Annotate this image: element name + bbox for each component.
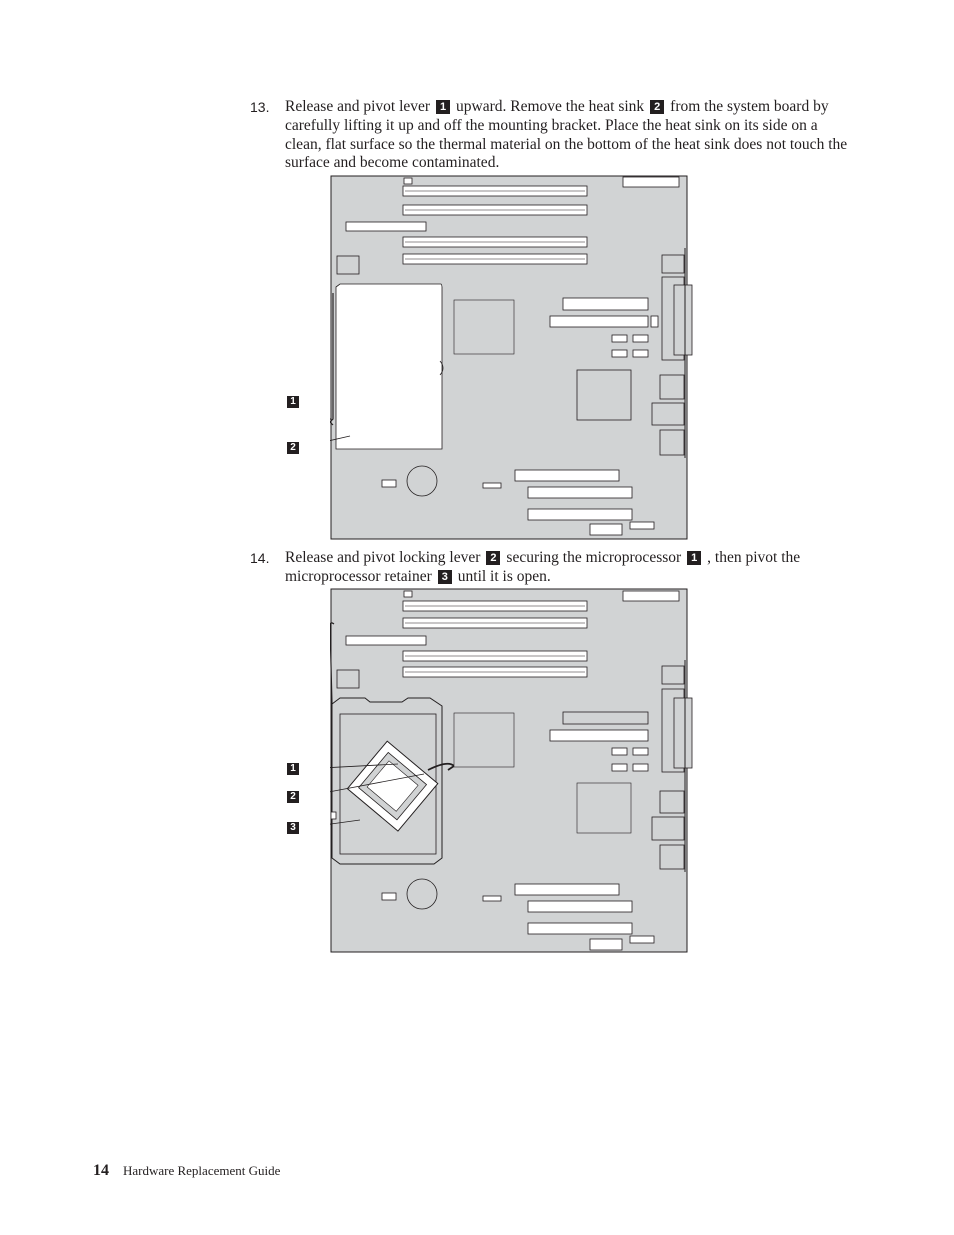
io-port	[660, 375, 684, 399]
chip	[577, 370, 631, 420]
component	[337, 670, 359, 688]
connector	[623, 591, 679, 601]
callout-badge: 2	[650, 100, 664, 114]
connector	[346, 222, 426, 231]
component	[590, 524, 622, 535]
component	[630, 936, 654, 943]
expansion-slot	[528, 487, 632, 498]
io-port	[660, 430, 684, 455]
expansion-slot	[528, 509, 632, 520]
battery	[407, 466, 437, 496]
io-port	[662, 255, 684, 273]
io-port	[660, 791, 684, 813]
step-14	[250, 549, 850, 587]
io-port	[660, 845, 684, 869]
expansion-slot	[515, 884, 619, 895]
callout-1: 1	[287, 396, 299, 408]
page-number: 14	[93, 1162, 109, 1179]
expansion-slot	[528, 901, 632, 912]
expansion-slot	[515, 470, 619, 481]
component	[483, 896, 501, 901]
step-text	[285, 549, 850, 587]
step-text-part: , then pivot the microprocessor retainer	[285, 549, 801, 585]
io-port	[652, 817, 684, 840]
component	[612, 764, 627, 771]
component	[404, 591, 412, 597]
callout-1: 1	[287, 763, 299, 775]
callout-badge: 1	[687, 551, 701, 565]
step-text-part: Release and pivot lever	[285, 98, 431, 115]
callout-badge: 2	[486, 551, 500, 565]
component	[331, 812, 336, 819]
step-text-part: Release and pivot locking lever	[285, 549, 481, 566]
component	[612, 350, 627, 357]
battery	[407, 879, 437, 909]
callout-2: 2	[287, 442, 299, 454]
heat-sink	[336, 284, 442, 449]
step-text-part: from the system board by carefully lifting it up and off the mounting bracket. Place the heat sink on its side on a clean, flat surface so the thermal material on the bottom of the heat sink does not touch the surface and become contaminated.	[285, 98, 848, 172]
connector	[563, 298, 648, 310]
callout-3: 3	[287, 822, 299, 834]
footer-title: Hardware Replacement Guide	[123, 1163, 281, 1178]
io-port	[674, 285, 692, 355]
component	[633, 335, 648, 342]
component	[633, 764, 648, 771]
component	[651, 316, 658, 327]
chip	[454, 300, 514, 354]
system-board-microprocessor-figure	[330, 588, 696, 954]
system-board-heatsink-figure	[330, 175, 696, 541]
step-text-part: until it is open.	[457, 567, 551, 585]
step-text-part: securing the microprocessor	[506, 549, 682, 566]
component	[633, 350, 648, 357]
connector	[346, 636, 426, 645]
step-text-part: upward. Remove the heat sink	[456, 98, 645, 115]
component	[382, 480, 396, 487]
io-port	[674, 698, 692, 768]
component	[612, 335, 627, 342]
expansion-slot	[528, 923, 632, 934]
component	[630, 522, 654, 529]
callout-2: 2	[287, 791, 299, 803]
component	[483, 483, 501, 488]
step-13	[250, 98, 850, 173]
connector	[623, 177, 679, 187]
chip	[454, 713, 514, 767]
component	[612, 748, 627, 755]
step-text	[285, 98, 850, 173]
page-footer	[93, 1162, 280, 1180]
connector	[563, 712, 648, 724]
step-number: 14.	[250, 550, 270, 566]
component	[633, 748, 648, 755]
callout-badge: 3	[438, 570, 452, 584]
connector	[550, 316, 648, 327]
component	[404, 178, 412, 184]
chip	[577, 783, 631, 833]
io-port	[652, 403, 684, 425]
io-port	[662, 666, 684, 684]
component	[590, 939, 622, 950]
component	[337, 256, 359, 274]
callout-badge: 1	[436, 100, 450, 114]
component	[382, 893, 396, 900]
connector	[550, 730, 648, 741]
step-number: 13.	[250, 99, 270, 115]
